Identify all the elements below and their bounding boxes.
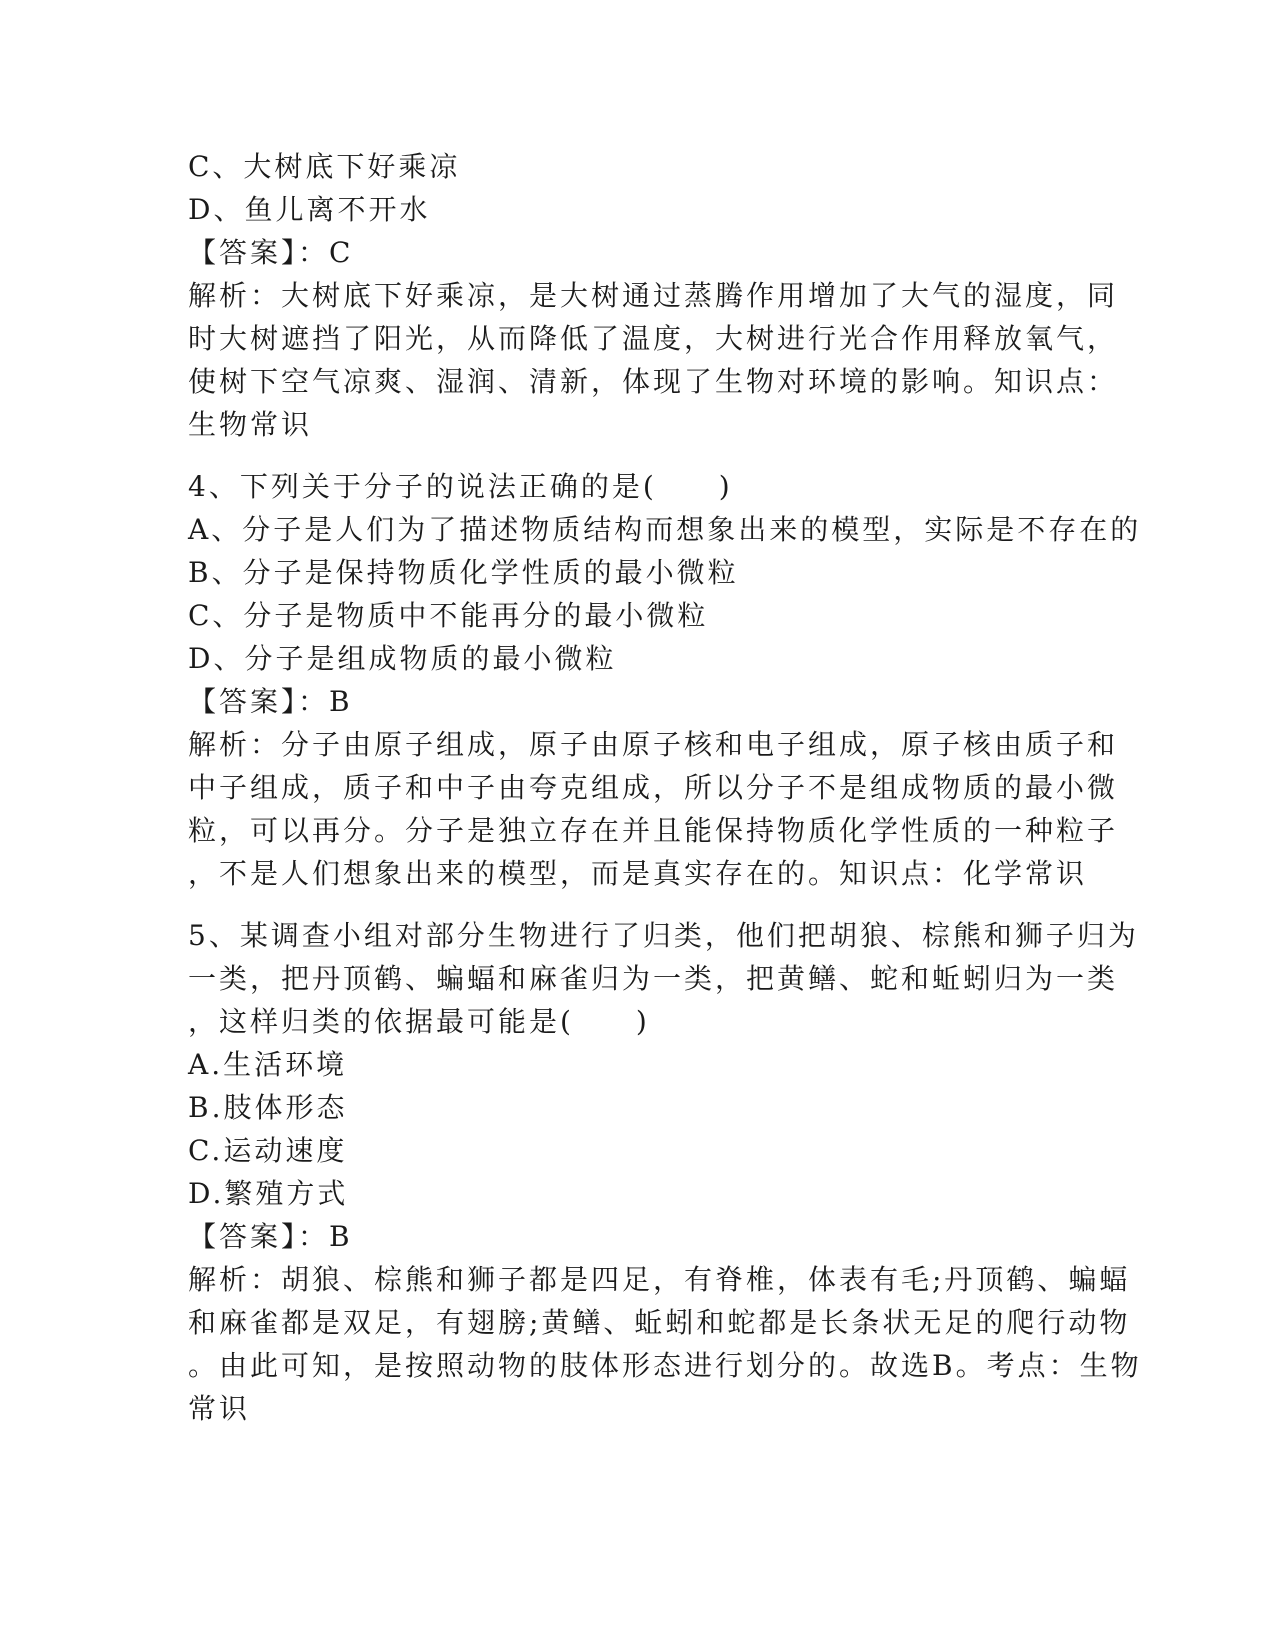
q5-analysis-line: 。由此可知，是按照动物的肢体形态进行划分的。故选B。考点：生物 — [188, 1349, 1142, 1382]
q4-question: 4、下列关于分子的说法正确的是( ) — [188, 470, 733, 503]
q4-answer: 【答案】：B — [188, 685, 353, 718]
q3-analysis-line: 解析：大树底下好乘凉，是大树通过蒸腾作用增加了大气的湿度，同 — [188, 279, 1119, 312]
q3-option-c: C、大树底下好乘凉 — [188, 150, 461, 183]
q4-analysis-line: 中子组成，质子和中子由夸克组成，所以分子不是组成物质的最小微 — [188, 771, 1119, 804]
spacer — [188, 895, 1088, 914]
q3-analysis-line: 使树下空气凉爽、湿润、清新，体现了生物对环境的影响。知识点： — [188, 365, 1119, 398]
q5-option-b: B.肢体形态 — [188, 1091, 348, 1124]
q4-analysis-line: 解析：分子由原子组成，原子由原子核和电子组成，原子核由质子和 — [188, 728, 1119, 761]
q4-option-d: D、分子是组成物质的最小微粒 — [188, 642, 617, 675]
q3-answer: 【答案】：C — [188, 236, 354, 269]
q5-option-c: C.运动速度 — [188, 1134, 348, 1167]
question-5-block — [188, 914, 1142, 1430]
q3-analysis-line: 生物常识 — [188, 408, 313, 441]
q5-option-d: D.繁殖方式 — [188, 1177, 349, 1210]
document-content — [188, 145, 1142, 1430]
q5-question-line: ，这样归类的依据最可能是( ) — [188, 1005, 650, 1038]
q4-option-b: B、分子是保持物质化学性质的最小微粒 — [188, 556, 739, 589]
spacer — [188, 446, 1088, 465]
q5-question-line: 5、某调查小组对部分生物进行了归类，他们把胡狼、棕熊和狮子归为 — [188, 919, 1139, 952]
q5-analysis-line: 解析：胡狼、棕熊和狮子都是四足，有脊椎，体表有毛;丹顶鹤、蝙蝠 — [188, 1263, 1131, 1296]
q4-analysis-line: 粒，可以再分。分子是独立存在并且能保持物质化学性质的一种粒子 — [188, 814, 1119, 847]
question-4-block — [188, 465, 1142, 895]
q3-option-d: D、鱼儿离不开水 — [188, 193, 431, 226]
q5-analysis-line: 常识 — [188, 1392, 251, 1425]
q5-option-a: A.生活环境 — [188, 1048, 348, 1081]
q5-question-line: 一类，把丹顶鹤、蝙蝠和麻雀归为一类，把黄鳝、蛇和蚯蚓归为一类 — [188, 962, 1119, 995]
q3-analysis-line: 时大树遮挡了阳光，从而降低了温度，大树进行光合作用释放氧气， — [188, 322, 1119, 355]
q5-answer: 【答案】：B — [188, 1220, 353, 1253]
q4-option-a: A、分子是人们为了描述物质结构而想象出来的模型，实际是不存在的 — [188, 513, 1142, 546]
q4-option-c: C、分子是物质中不能再分的最小微粒 — [188, 599, 709, 632]
q5-analysis-line: 和麻雀都是双足，有翅膀;黄鳝、蚯蚓和蛇都是长条状无足的爬行动物 — [188, 1306, 1131, 1339]
q4-analysis-line: ，不是人们想象出来的模型，而是真实存在的。知识点：化学常识 — [188, 857, 1088, 890]
question-3-block — [188, 145, 1119, 446]
